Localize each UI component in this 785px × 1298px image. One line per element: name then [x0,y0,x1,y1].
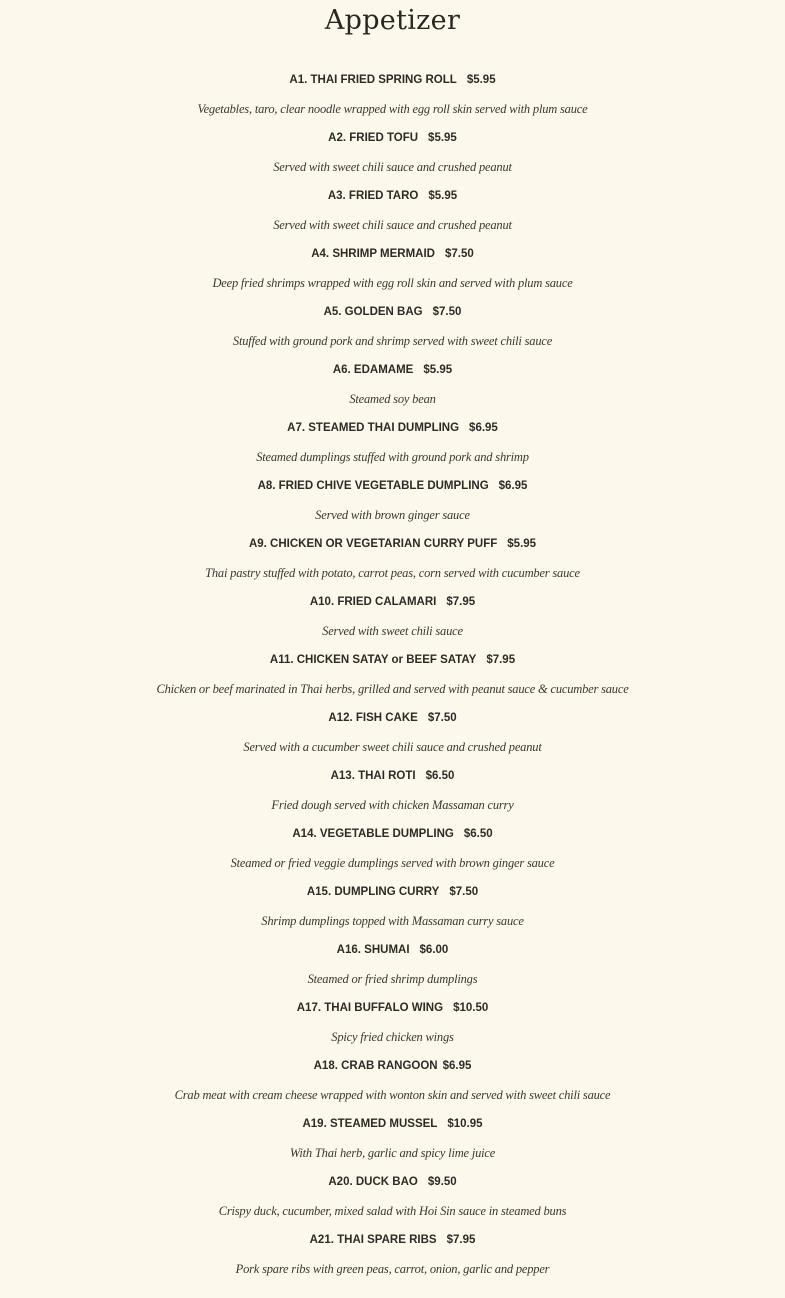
item-price: $5.95 [423,364,453,376]
item-name [0,128,785,148]
page-title: Appetizer [324,5,461,36]
item-title: A18. CRAB RANGOON [313,1060,438,1072]
item-description: Fried dough served with chicken Massaman curry [271,798,514,812]
item-price: $7.95 [446,1234,476,1246]
item-name [0,534,785,554]
item-title: A15. DUMPLING CURRY [306,886,440,898]
item-description: Pork spare ribs with green peas, carrot, onion, garlic and pepper [235,1262,550,1276]
item-name [0,940,785,960]
item-description: Crispy duck, cucumber, mixed salad with Hoi Sin sauce in steamed buns [218,1204,567,1218]
item-name [0,186,785,206]
item-price: $6.00 [419,944,449,956]
item-title: A1. THAI FRIED SPRING ROLL [289,74,457,86]
item-description: Spicy fried chicken wings [331,1030,454,1044]
item-title: A14. VEGETABLE DUMPLING [292,828,454,840]
item-title: A9. CHICKEN OR VEGETARIAN CURRY PUFF [248,538,498,550]
item-price: $5.95 [466,74,496,86]
item-title: A11. CHICKEN SATAY or BEEF SATAY [269,654,477,666]
item-description: Steamed or fried shrimp dumplings [307,972,478,986]
item-title: A7. STEAMED THAI DUMPLING [287,422,460,434]
item-title: A13. THAI ROTI [330,770,416,782]
item-price: $7.50 [449,886,479,898]
item-price: $5.95 [428,190,458,202]
item-title: A4. SHRIMP MERMAID [311,248,435,260]
item-title: A17. THAI BUFFALO WING [296,1002,444,1014]
item-name [0,244,785,264]
item-price: $7.50 [432,306,462,318]
item-price: $7.95 [446,596,476,608]
item-name [0,824,785,844]
item-description: Stuffed with ground pork and shrimp served with sweet chili sauce [232,334,553,348]
item-title: A5. GOLDEN BAG [323,306,423,318]
item-price: $9.50 [427,1176,457,1188]
item-description: With Thai herb, garlic and spicy lime juice [289,1146,496,1160]
item-name [0,418,785,438]
item-title: A20. DUCK BAO [328,1176,418,1188]
item-name [0,476,785,496]
item-description: Deep fried shrimps wrapped with egg roll skin and served with plum sauce [212,276,573,290]
item-name [0,998,785,1018]
item-name [0,650,785,670]
item-title: A12. FISH CAKE [328,712,418,724]
item-price: $5.95 [507,538,537,550]
item-price: $6.95 [498,480,528,492]
item-description: Served with brown ginger sauce [315,508,470,522]
item-name [0,1056,785,1076]
item-description: Served with sweet chili sauce [322,624,463,638]
item-description: Thai pastry stuffed with potato, carrot peas, corn served with cucumber sauce [205,566,580,580]
item-description: Served with sweet chili sauce and crushed peanut [273,218,512,232]
item-price: $6.95 [469,422,498,434]
item-name [0,766,785,786]
item-name [0,1172,785,1192]
item-description: Crab meat with cream cheese wrapped with wonton skin and served with sweet chili sauce [174,1088,611,1102]
item-name [0,1230,785,1250]
item-description: Served with a cucumber sweet chili sauce and crushed peanut [243,740,542,754]
item-title: A6. EDAMAME [332,364,414,376]
item-name [0,70,785,90]
item-description: Served with sweet chili sauce and crushed peanut [273,160,512,174]
item-price: $6.50 [463,828,493,840]
item-title: A16. SHUMAI [336,944,410,956]
item-price: $7.50 [427,712,457,724]
item-title: A19. STEAMED MUSSEL [302,1118,438,1130]
item-price: $6.50 [425,770,455,782]
item-description: Shrimp dumplings topped with Massaman curry sauce [261,914,524,928]
item-description: Steamed or fried veggie dumplings served with brown ginger sauce [230,856,555,870]
item-title: A3. FRIED TARO [327,190,419,202]
item-description: Chicken or beef marinated in Thai herbs, grilled and served with peanut sauce & cucumber sauce [156,682,629,696]
item-price: $10.50 [453,1002,489,1014]
item-title: A2. FRIED TOFU [328,132,419,144]
item-description: Steamed dumplings stuffed with ground pork and shrimp [256,450,529,464]
item-title: A21. THAI SPARE RIBS [309,1234,437,1246]
item-price: $7.50 [444,248,474,260]
item-name [0,592,785,612]
item-name [0,360,785,380]
item-name [0,708,785,728]
item-price: $6.95 [442,1060,472,1072]
item-name [0,302,785,322]
item-description: Vegetables, taro, clear noodle wrapped with egg roll skin served with plum sauce [197,102,588,116]
item-name [0,1114,785,1134]
item-price: $10.95 [447,1118,483,1130]
item-title: A10. FRIED CALAMARI [309,596,437,608]
item-price: $7.95 [486,654,516,666]
item-title: A8. FRIED CHIVE VEGETABLE DUMPLING [257,480,489,492]
item-name [0,882,785,902]
item-description: Steamed soy bean [349,392,436,406]
item-price: $5.95 [428,132,457,144]
